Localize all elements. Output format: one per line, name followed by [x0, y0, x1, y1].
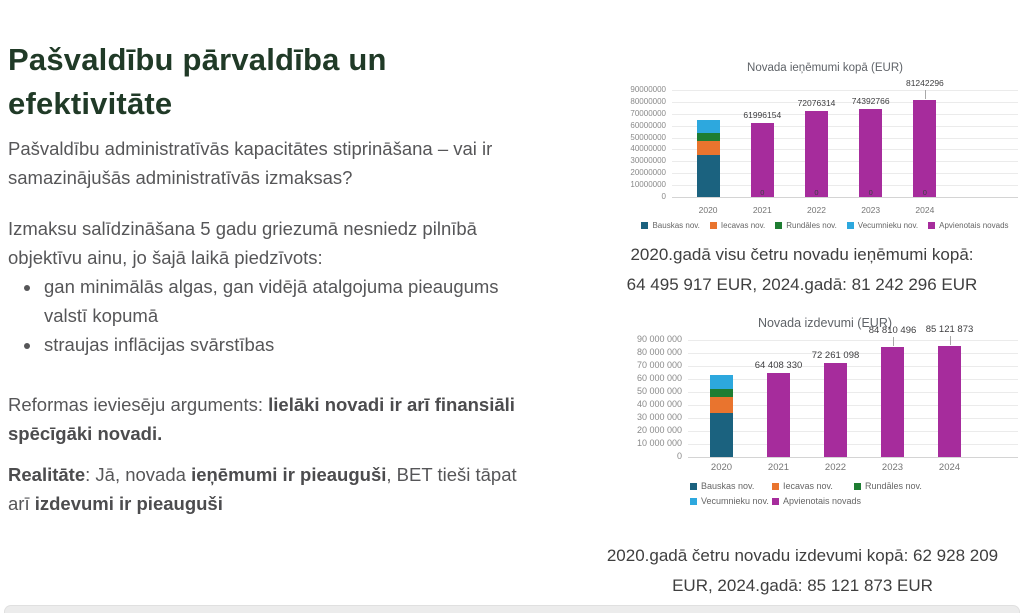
bar-segment-2024 [938, 346, 961, 457]
bar-segment-2020 [697, 120, 720, 132]
expense-caption [580, 541, 1024, 601]
legend-swatch-icon [854, 483, 861, 490]
y-axis-tick-label: 80 000 000 [636, 347, 682, 358]
legend-swatch-icon [775, 222, 782, 229]
y-axis-tick-label: 60000000 [630, 120, 666, 130]
y-axis-tick-label: 90 000 000 [636, 334, 682, 345]
gridline [672, 149, 1018, 150]
x-axis-tick-label: 2024 [915, 205, 935, 215]
zero-value-label: 0 [760, 187, 765, 197]
y-axis-tick-label: 90000000 [630, 85, 666, 95]
gridline [672, 173, 1018, 174]
legend-item [847, 221, 918, 230]
argument-paragraph [8, 390, 518, 448]
bullet-item-wages: • gan minimālās algas, gan vidējā atalgojuma pieaugums valstī kopumā [42, 272, 518, 330]
reality-text-2: , BET tieši tāpat arī [8, 464, 517, 514]
y-axis-tick-label: 70 000 000 [636, 360, 682, 371]
comparison-lead-text: Izmaksu salīdzināšana 5 gadu griezumā nesniedz pilnībā objektīvu ainu, jo šajā laikā piedzīvots: [8, 218, 477, 268]
legend-swatch-icon [690, 498, 697, 505]
reality-bold-income: ieņēmumi ir pieauguši [191, 464, 387, 485]
legend-swatch-icon [928, 222, 935, 229]
slide-title: Pašvaldību pārvaldība un efektivitāte [8, 42, 387, 121]
chart-legend-row [690, 496, 862, 506]
argument-prefix: Reformas ieviesēju arguments: [8, 394, 269, 415]
bar-segment-2021 [767, 373, 790, 457]
bar-value-label: 72 261 098 [811, 350, 860, 362]
legend-item [775, 221, 837, 230]
legend-item [710, 221, 765, 230]
legend-label: Vecumnieku nov. [857, 221, 919, 230]
bar-value-label: 72076314 [797, 98, 836, 109]
legend-label: Rundāles nov. [865, 481, 922, 491]
bar-segment-2020 [710, 413, 733, 457]
legend-item [854, 481, 936, 491]
legend-label: Apvienotais novads [783, 496, 862, 506]
x-axis-tick-label: 2020 [710, 462, 733, 473]
gridline [688, 457, 1018, 458]
income-caption-line2: 64 495 917 EUR, 2024.gadā: 81 242 296 EUR [626, 275, 978, 294]
chart-legend-row [690, 481, 936, 491]
legend-label: Iecavas nov. [783, 481, 833, 491]
bar-segment-2023 [859, 109, 882, 197]
reality-word: Realitāte [8, 464, 86, 485]
income-chart [626, 56, 1024, 242]
y-axis-tick-label: 10 000 000 [636, 438, 682, 449]
reality-paragraph [8, 460, 518, 518]
income-caption [592, 240, 1012, 300]
legend-item [690, 481, 772, 491]
y-axis-tick-label: 30000000 [630, 156, 666, 166]
y-axis-tick-label: 20000000 [630, 168, 666, 178]
zero-value-label: 0 [868, 187, 873, 197]
y-axis-tick-label: 60 000 000 [636, 373, 682, 384]
bar-segment-2023 [881, 347, 904, 457]
legend-label: Rundāles nov. [786, 221, 837, 230]
label-leader-line [893, 337, 894, 346]
legend-label: Apvienotais novads [939, 221, 1009, 230]
gridline [672, 138, 1018, 139]
expense-caption-line1: 2020.gadā četru novadu izdevumi kopā: 62 928 209 [606, 546, 999, 565]
gridline [672, 90, 1018, 91]
legend-label: Bauskas nov. [701, 481, 755, 491]
x-axis-tick-label: 2023 [881, 462, 904, 473]
bar-segment-2022 [805, 111, 828, 197]
y-axis-tick-label: 50000000 [630, 132, 666, 142]
legend-label: Bauskas nov. [652, 221, 700, 230]
legend-swatch-icon [641, 222, 648, 229]
gridline [672, 197, 1018, 198]
bar-segment-2021 [751, 123, 774, 197]
argument-bold: lielāki novadi ir arī finansiāli spēcīgāki novadi. [8, 394, 515, 444]
legend-item [928, 221, 1008, 230]
y-axis-tick-label: 80000000 [630, 96, 666, 106]
bar-segment-2020 [710, 389, 733, 397]
label-leader-line [950, 336, 951, 345]
reality-text-1: : Jā, novada [85, 464, 192, 485]
x-axis-tick-label: 2024 [938, 462, 961, 473]
intro-paragraph: Pašvaldību administratīvās kapacitātes stiprināšana – vai ir samazinājušās administratīvās izmaksas? [8, 138, 493, 188]
reality-bold-expense: izdevumi ir pieauguši [34, 493, 223, 514]
legend-item [641, 221, 699, 230]
bar-segment-2020 [710, 397, 733, 413]
expense-caption-line2: EUR, 2024.gadā: 85 121 873 EUR [672, 576, 933, 595]
bar-segment-2020 [710, 375, 733, 389]
bar-value-label: 85 121 873 [925, 324, 974, 336]
x-axis-tick-label: 2020 [698, 205, 718, 215]
chart-title: Novada izdevumi (EUR) [757, 316, 893, 330]
legend-item [772, 496, 862, 506]
gridline [672, 161, 1018, 162]
bar-segment-2024 [913, 100, 936, 197]
bar-value-label: 84 810 496 [868, 324, 917, 336]
zero-value-label: 0 [922, 187, 927, 197]
y-axis-tick-label: 30 000 000 [636, 412, 682, 423]
comparison-block [8, 214, 518, 359]
bar-segment-2020 [697, 155, 720, 197]
gridline [672, 185, 1018, 186]
legend-label: Vecumnieku nov. [701, 496, 769, 506]
x-axis-tick-label: 2021 [767, 462, 790, 473]
label-leader-line [925, 90, 926, 99]
legend-swatch-icon [710, 222, 717, 229]
x-axis-tick-label: 2022 [807, 205, 826, 215]
y-axis-tick-label: 40000000 [630, 144, 666, 154]
gridline [688, 379, 1018, 380]
y-axis-tick-label: 10000000 [630, 180, 666, 190]
legend-swatch-icon [772, 483, 779, 490]
bullet-item-inflation: • straujas inflācijas svārstības [42, 330, 518, 359]
gridline [688, 431, 1018, 432]
x-axis-tick-label: 2023 [861, 205, 881, 215]
y-axis-tick-label: 20 000 000 [636, 425, 682, 436]
gridline [688, 340, 1018, 341]
legend-item [772, 481, 854, 491]
gridline [688, 418, 1018, 419]
bar-value-label: 74392766 [851, 95, 890, 106]
x-axis-tick-label: 2021 [752, 205, 772, 215]
legend-swatch-icon [690, 483, 697, 490]
income-caption-line1: 2020.gadā visu četru novadu ieņēmumi kopā: [630, 245, 974, 264]
y-axis-tick-label: 0 [661, 192, 666, 202]
bar-segment-2020 [697, 133, 720, 141]
legend-swatch-icon [772, 498, 779, 505]
bullet-list [8, 272, 518, 359]
bottom-edge-strip [4, 605, 1020, 613]
y-axis-tick-label: 70000000 [630, 108, 666, 118]
bar-segment-2022 [824, 363, 847, 457]
bar-segment-2020 [697, 141, 720, 156]
bar-value-label: 64 408 330 [754, 360, 803, 372]
zero-value-label: 0 [814, 187, 819, 197]
y-axis-tick-label: 50 000 000 [636, 386, 682, 397]
legend-label: Iecavas nov. [720, 221, 766, 230]
gridline [688, 392, 1018, 393]
chart-title: Novada ieņēmumi kopā (EUR) [747, 62, 903, 74]
bar-value-label: 81242296 [905, 78, 944, 89]
gridline [688, 405, 1018, 406]
bar-value-label: 61996154 [743, 110, 782, 121]
x-axis-tick-label: 2022 [824, 462, 847, 473]
legend-item [690, 496, 772, 506]
gridline [688, 444, 1018, 445]
y-axis-tick-label: 0 [676, 451, 682, 462]
chart-legend-row [626, 221, 1024, 230]
expense-chart [626, 310, 1024, 510]
gridline [672, 126, 1018, 127]
legend-swatch-icon [847, 222, 854, 229]
y-axis-tick-label: 40 000 000 [636, 399, 682, 410]
